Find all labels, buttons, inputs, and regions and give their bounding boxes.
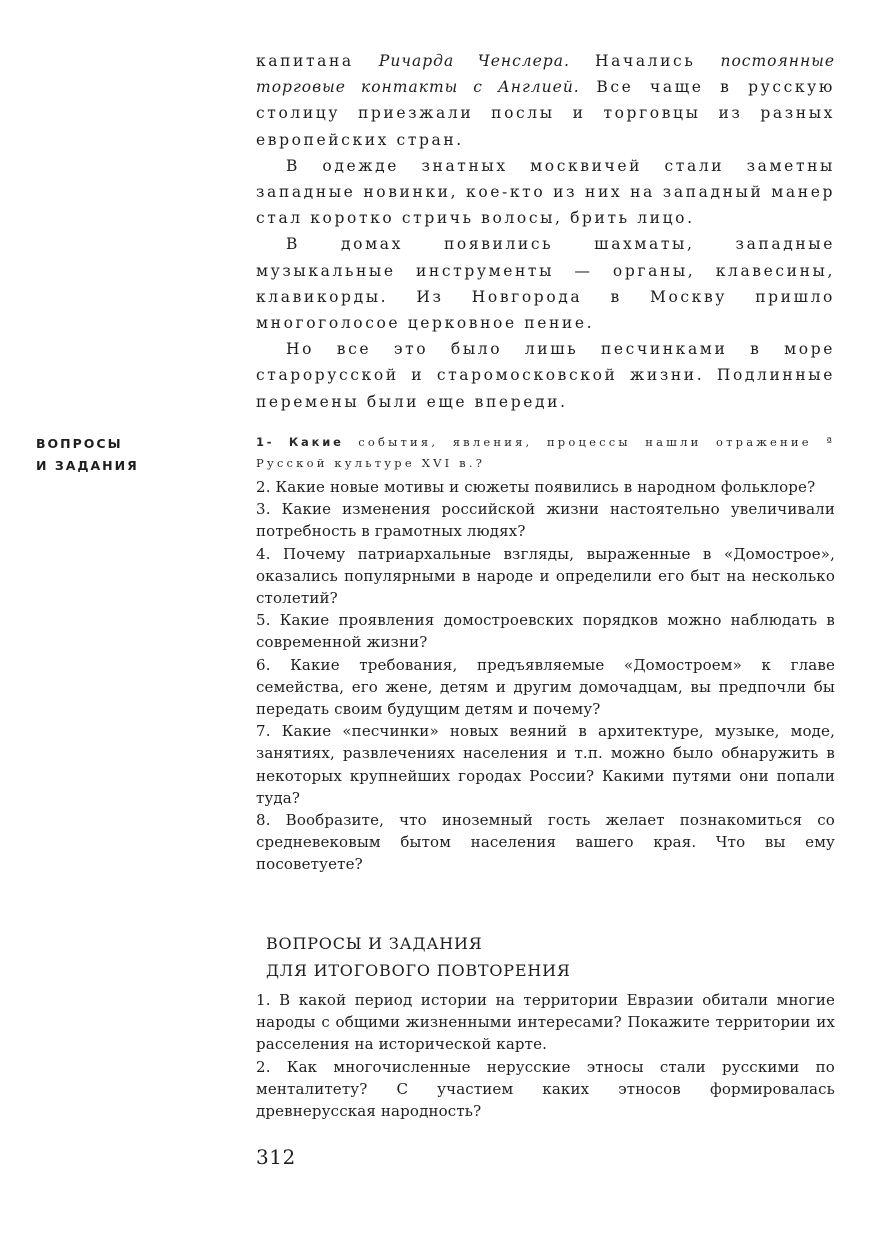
intro-text [256,48,835,415]
page-number: 312 [256,1145,296,1169]
question-1 [256,432,835,474]
intro-emphasis-2: постоянные торговые контакты с Англией. [256,52,835,97]
question-4: 4. Почему патриархальные взгляды, выраженные в «Домострое», оказались популярными в народе и определили его быт на несколько столетий? [256,544,835,608]
final-title-line-2: ДЛЯ ИТОГОВОГО ПОВТОРЕНИЯ [266,961,571,980]
final-questions-list [256,989,835,1122]
side-label-line-1: ВОПРОСЫ [36,436,123,451]
side-label-line-2: И ЗАДАНИЯ [36,458,139,473]
questions-side-label [36,433,139,477]
question-5: 5. Какие проявления домостроевских порядков можно наблюдать в современной жизни? [256,611,835,652]
question-8: 8. Вообразите, что иноземный гость желает познакомиться со средневековым бытом населения вашего края. Что вы ему посоветуете? [256,811,835,874]
final-question-2: 2. Как многочисленные нерусские этносы стали русскими по менталитету? С участием каких этносов формировалась древнерусская народность? [256,1057,835,1121]
question-7: 7. Какие «песчинки» новых веяний в архитектуре, музыке, моде, занятиях, развлечениях населения и т.п. можно было обнаружить в некоторых крупнейших городах России? Какими путями они попали туда? [256,722,835,807]
intro-emphasis-1: Ричарда Ченслера. [378,52,570,70]
question-1-lead: 1- Какие [256,435,344,449]
intro-paragraph-2: В одежде знатных москвичей стали заметны западные новинки, кое-кто из них на западный манер стал коротко стричь волосы, брить лицо. [256,156,835,228]
final-section-title [266,930,571,984]
intro-paragraph-4: Но все это было лишь песчинками в море старорусской и старомосковской жизни. Подлинные перемены были еще впереди. [256,340,835,411]
final-question-1: 1. В какой период истории на территории Евразии обитали многие народы с общими жизненными интересами? Покажите территории их расселения на исторической карте. [256,991,835,1054]
question-1-text: события, явления, процессы нашли отражение ª Русской культуре XVI в.? [256,435,835,470]
question-6: 6. Какие требования, предъявляемые «Домостроем» к главе семейства, его жене, детям и другим домочадцам, вы предпочли бы передать своим будущим детям и почему? [256,655,835,719]
final-title-line-1: ВОПРОСЫ И ЗАДАНИЯ [266,934,483,953]
intro-paragraph-1: капитана Ричарда Ченслера. Начались постоянные торговые контакты с Англией. Все чаще в русскую столицу приезжали послы и торговцы из разных европейских стран. [256,52,835,149]
intro-paragraph-3: В домах появились шахматы, западные музыкальные инструменты — органы, клавесины, клавикорды. Из Новгорода в Москву пришло многоголосое церковное пение. [256,235,835,333]
question-3: 3. Какие изменения российской жизни настоятельно увеличивали потребность в грамотных людях? [256,500,835,541]
questions-list [256,476,835,876]
question-2: 2. Какие новые мотивы и сюжеты появились в народном фольклоре? [256,478,816,496]
